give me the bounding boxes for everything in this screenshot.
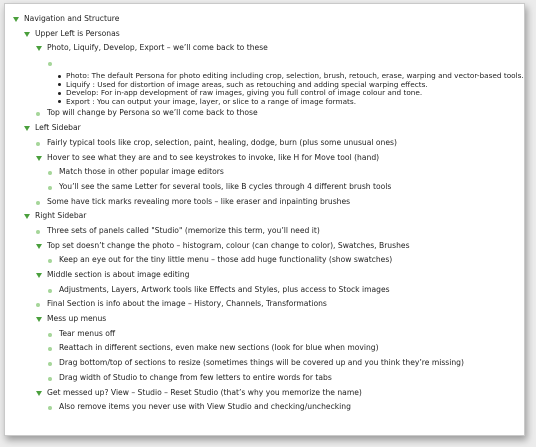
- outline-row: [11, 41, 518, 56]
- outline-item-text[interactable]: Right Sidebar: [35, 211, 87, 221]
- outline-document: [4, 3, 525, 436]
- outline-row: [11, 224, 518, 239]
- outline-item-text[interactable]: Fairly typical tools like crop, selection, paint, healing, dodge, burn (plus some unusual ones): [47, 137, 397, 147]
- outline-row: [11, 98, 518, 107]
- disclosure-triangle-icon[interactable]: [24, 214, 30, 219]
- bullet-icon: [48, 362, 52, 366]
- outline-item-text[interactable]: You’ll see the same Letter for several tools, like B cycles through 4 different brush tools: [59, 181, 392, 191]
- bullet-icon: [36, 112, 40, 116]
- outline-row: [11, 151, 518, 166]
- bullet-icon: [48, 406, 52, 410]
- outline-row: [11, 56, 518, 72]
- outline-item-text[interactable]: Top set doesn’t change the photo – histogram, colour (can change to color), Swatches, Brushes: [47, 240, 410, 250]
- outline-row: [11, 106, 518, 121]
- bullet-icon: [36, 201, 40, 205]
- outline-item-text[interactable]: Tear menus off: [59, 328, 116, 338]
- bullet-icon: [48, 259, 52, 263]
- disclosure-triangle-icon[interactable]: [13, 17, 19, 22]
- outline-row: [11, 27, 518, 42]
- outline-row: [11, 283, 518, 298]
- outline-item-text[interactable]: Left Sidebar: [35, 123, 81, 133]
- outline-row: [11, 12, 518, 27]
- outline-list: [11, 12, 524, 415]
- outline-item-text[interactable]: Photo, Liquify, Develop, Export – we’ll come back to these: [47, 43, 268, 53]
- bullet-icon: [36, 142, 40, 146]
- outline-item-text[interactable]: Match those in other popular image editors: [59, 167, 224, 177]
- outline-item-text[interactable]: Upper Left is Personas: [35, 28, 120, 38]
- outline-row: [11, 341, 518, 356]
- disclosure-triangle-icon[interactable]: [36, 391, 42, 396]
- bullet-icon: [58, 83, 61, 86]
- outline-item-text[interactable]: Keep an eye out for the tiny little menu – those add huge functionality (show swatches): [59, 255, 393, 265]
- outline-item-text[interactable]: Mess up menus: [47, 314, 107, 324]
- disclosure-triangle-icon[interactable]: [36, 317, 42, 322]
- outline-item-text[interactable]: Liquify : Used for distortion of image areas, such as retouching and adding special warping effects.: [66, 79, 428, 89]
- disclosure-triangle-icon[interactable]: [36, 273, 42, 278]
- outline-item-text[interactable]: Drag bottom/top of sections to resize (sometimes things will be covered up and you think they’re missing): [59, 358, 464, 368]
- outline-item-text[interactable]: Adjustments, Layers, Artwork tools like Effects and Styles, plus access to Stock images: [59, 284, 390, 294]
- outline-item-text[interactable]: Three sets of panels called "Studio" (memorize this term, you’ll need it): [47, 225, 320, 235]
- outline-item-text[interactable]: Reattach in different sections, even make new sections (look for blue when moving): [59, 343, 379, 353]
- outline-row: [11, 121, 518, 136]
- outline-row: [11, 386, 518, 401]
- outline-item-text[interactable]: Navigation and Structure: [24, 14, 120, 23]
- outline-item-text[interactable]: Export : You can output your image, layer, or slice to a range of image formats.: [66, 96, 357, 106]
- bullet-icon: [36, 303, 40, 307]
- outline-row: [11, 239, 518, 254]
- outline-item-text[interactable]: Hover to see what they are and to see keystrokes to invoke, like H for Move tool (hand): [47, 152, 380, 162]
- outline-row: [11, 297, 518, 312]
- disclosure-triangle-icon[interactable]: [36, 244, 42, 249]
- disclosure-triangle-icon[interactable]: [24, 126, 30, 131]
- bullet-icon: [48, 171, 52, 175]
- outline-row: [11, 165, 518, 180]
- outline-item-text[interactable]: Also remove items you never use with View Studio and checking/unchecking: [59, 402, 351, 412]
- outline-row: [11, 136, 518, 151]
- outline-item-text[interactable]: Develop: For in-app development of raw images, giving you full control of image colour and tone.: [66, 88, 423, 98]
- outline-row: [11, 312, 518, 327]
- bullet-icon: [48, 186, 52, 190]
- bullet-icon: [48, 289, 52, 293]
- outline-row: [11, 209, 518, 224]
- outline-item-text[interactable]: Top will change by Persona so we’ll come back to those: [47, 108, 258, 118]
- outline-row: [11, 371, 518, 386]
- outline-row: [11, 253, 518, 268]
- outline-item-text[interactable]: Middle section is about image editing: [47, 270, 190, 279]
- outline-item-text[interactable]: Get messed up? View – Studio – Reset Studio (that’s why you memorize the name): [47, 387, 362, 397]
- bullet-icon: [58, 75, 61, 78]
- bullet-icon: [58, 100, 61, 103]
- disclosure-triangle-icon[interactable]: [36, 46, 42, 51]
- outline-row: [11, 327, 518, 342]
- bullet-icon: [48, 347, 52, 351]
- disclosure-triangle-icon[interactable]: [24, 32, 30, 37]
- outline-row: [11, 400, 518, 415]
- outline-item-text[interactable]: Drag width of Studio to change from few letters to entire words for tabs: [59, 372, 332, 382]
- bullet-icon: [48, 62, 52, 66]
- outline-item-text[interactable]: Final Section is info about the image – History, Channels, Transformations: [47, 299, 327, 309]
- outline-row: [11, 356, 518, 371]
- bullet-icon: [48, 333, 52, 337]
- outline-row: [11, 180, 518, 195]
- outline-item-text[interactable]: Some have tick marks revealing more tools – like eraser and inpainting brushes: [47, 196, 351, 206]
- outline-item-text[interactable]: Photo: The default Persona for photo editing including crop, selection, brush, retouch, erase, warping and vector-based tools.: [66, 71, 524, 81]
- outline-row: [11, 195, 518, 210]
- bullet-icon: [36, 230, 40, 234]
- bullet-icon: [48, 377, 52, 381]
- outline-row: [11, 268, 518, 283]
- bullet-icon: [58, 92, 61, 95]
- disclosure-triangle-icon[interactable]: [36, 156, 42, 161]
